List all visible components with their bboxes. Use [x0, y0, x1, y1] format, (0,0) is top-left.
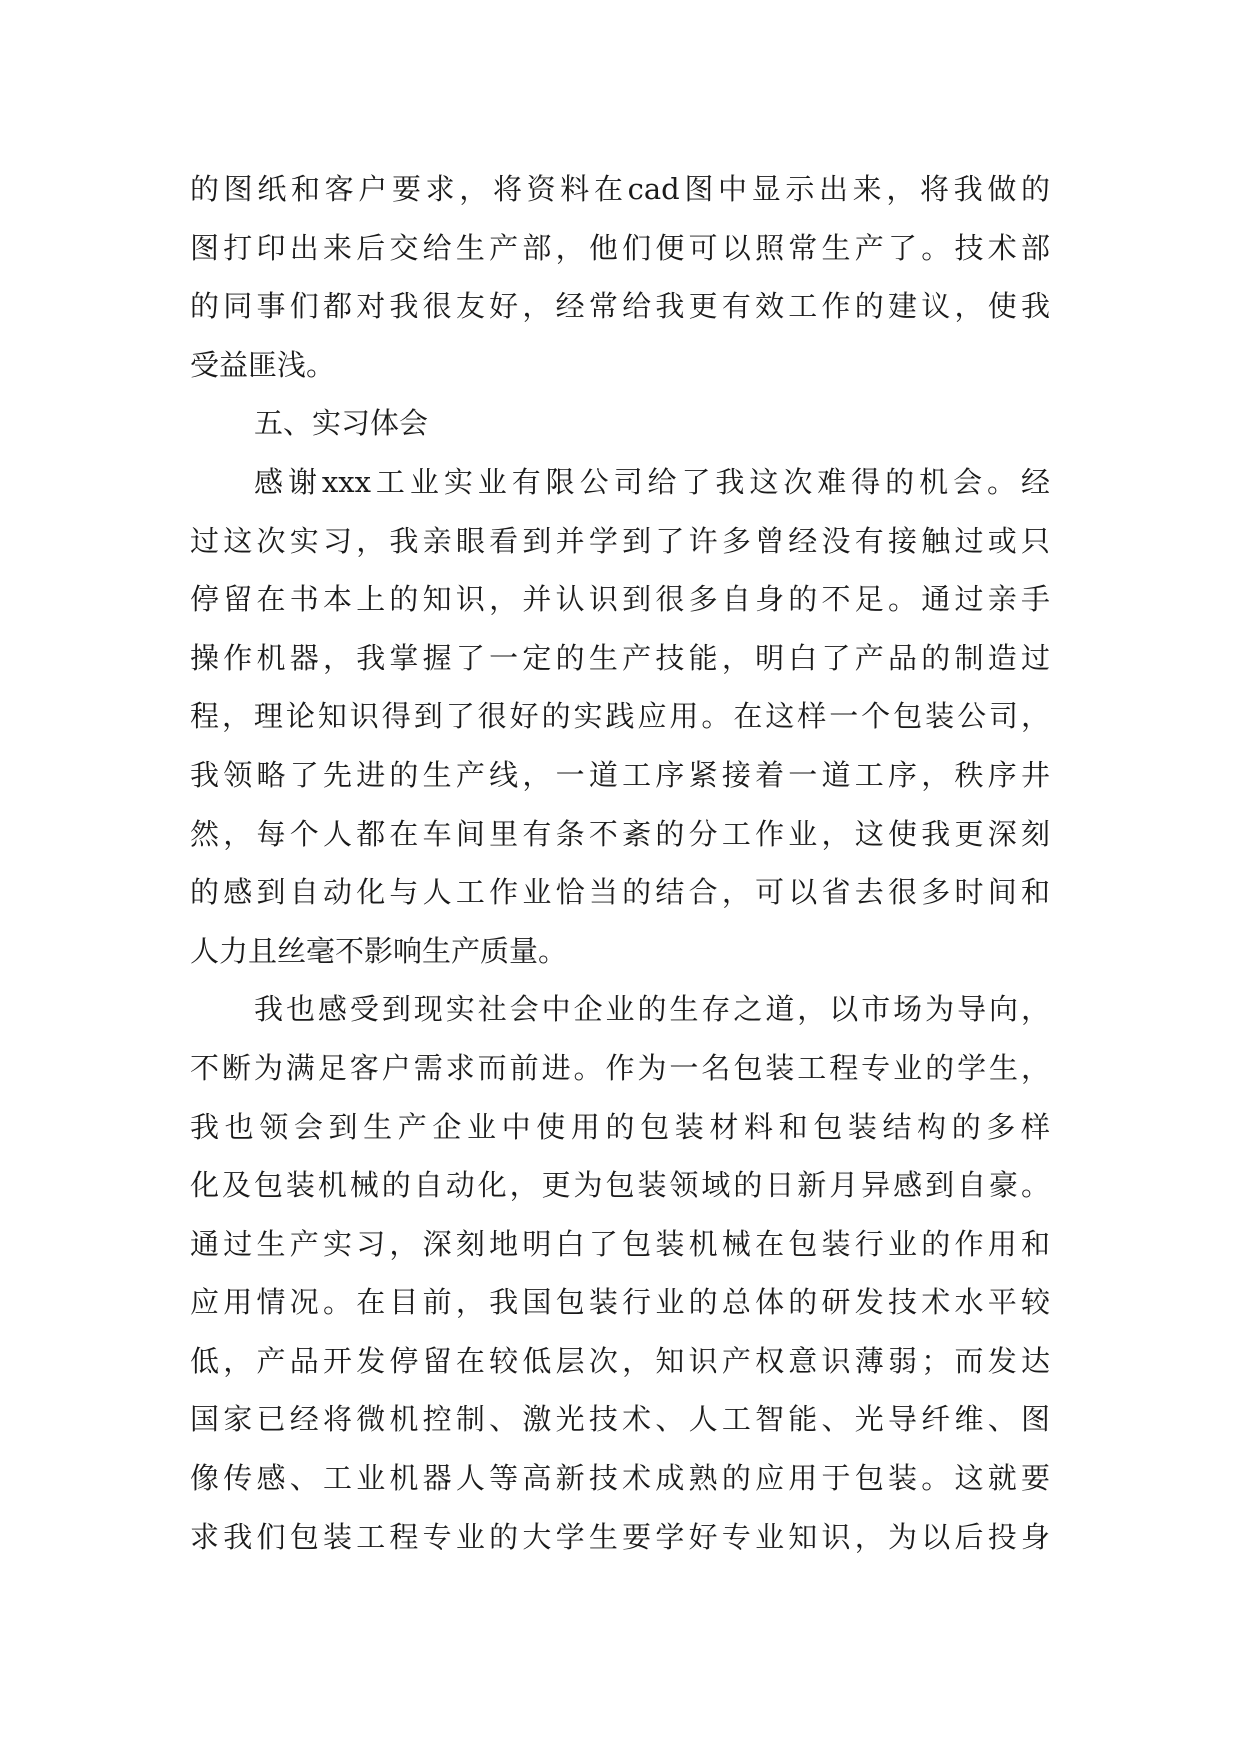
text-line: 应用情况。在目前，我国包装行业的总体的研发技术水平较 — [190, 1285, 1050, 1320]
text-line: 然，每个人都在车间里有条不紊的分工作业，这使我更深刻 — [190, 816, 1050, 851]
text-line: 操作机器，我掌握了一定的生产技能，明白了产品的制造过 — [190, 640, 1050, 675]
text-line: 停留在书本上的知识，并认识到很多自身的不足。通过亲手 — [190, 582, 1050, 617]
text-line: 程，理论知识得到了很好的实践应用。在这样一个包装公司， — [190, 699, 1050, 734]
text-line: 通过生产实习，深刻地明白了包装机械在包装行业的作用和 — [190, 1226, 1050, 1261]
text-line: 求我们包装工程专业的大学生要学好专业知识，为以后投身 — [190, 1519, 1050, 1554]
text-line: 过这次实习，我亲眼看到并学到了许多曾经没有接触过或只 — [190, 523, 1050, 558]
text-line: 国家已经将微机控制、激光技术、人工智能、光导纤维、图 — [190, 1402, 1050, 1437]
text-line: 不断为满足客户需求而前进。作为一名包装工程专业的学生， — [190, 1050, 1050, 1085]
section-heading: 五、实习体会 — [254, 406, 429, 441]
text-line: 的同事们都对我很友好，经常给我更有效工作的建议，使我 — [190, 289, 1050, 324]
text-line: 的图纸和客户要求，将资料在cad图中显示出来，将我做的 — [190, 172, 1050, 206]
text-line: 像传感、工业机器人等高新技术成熟的应用于包装。这就要 — [190, 1461, 1050, 1496]
text-line: 我领略了先进的生产线，一道工序紧接着一道工序，秩序井 — [190, 757, 1050, 792]
text-line: 化及包装机械的自动化，更为包装领域的日新月异感到自豪。 — [190, 1168, 1050, 1203]
document-body — [190, 160, 1050, 1566]
text-line: 图打印出来后交给生产部，他们便可以照常生产了。技术部 — [190, 230, 1050, 265]
text-line: 人力且丝毫不影响生产质量。 — [190, 933, 568, 968]
text-line: 受益匪浅。 — [190, 347, 336, 382]
text-line: 低，产品开发停留在较低层次，知识产权意识薄弱；而发达 — [190, 1343, 1050, 1378]
text-line: 的感到自动化与人工作业恰当的结合，可以省去很多时间和 — [190, 875, 1050, 910]
text-line: 我也感受到现实社会中企业的生存之道，以市场为导向， — [254, 992, 1050, 1027]
text-line: 感谢xxx工业实业有限公司给了我这次难得的机会。经 — [254, 464, 1050, 499]
text-line: 我也领会到生产企业中使用的包装材料和包装结构的多样 — [190, 1109, 1050, 1144]
